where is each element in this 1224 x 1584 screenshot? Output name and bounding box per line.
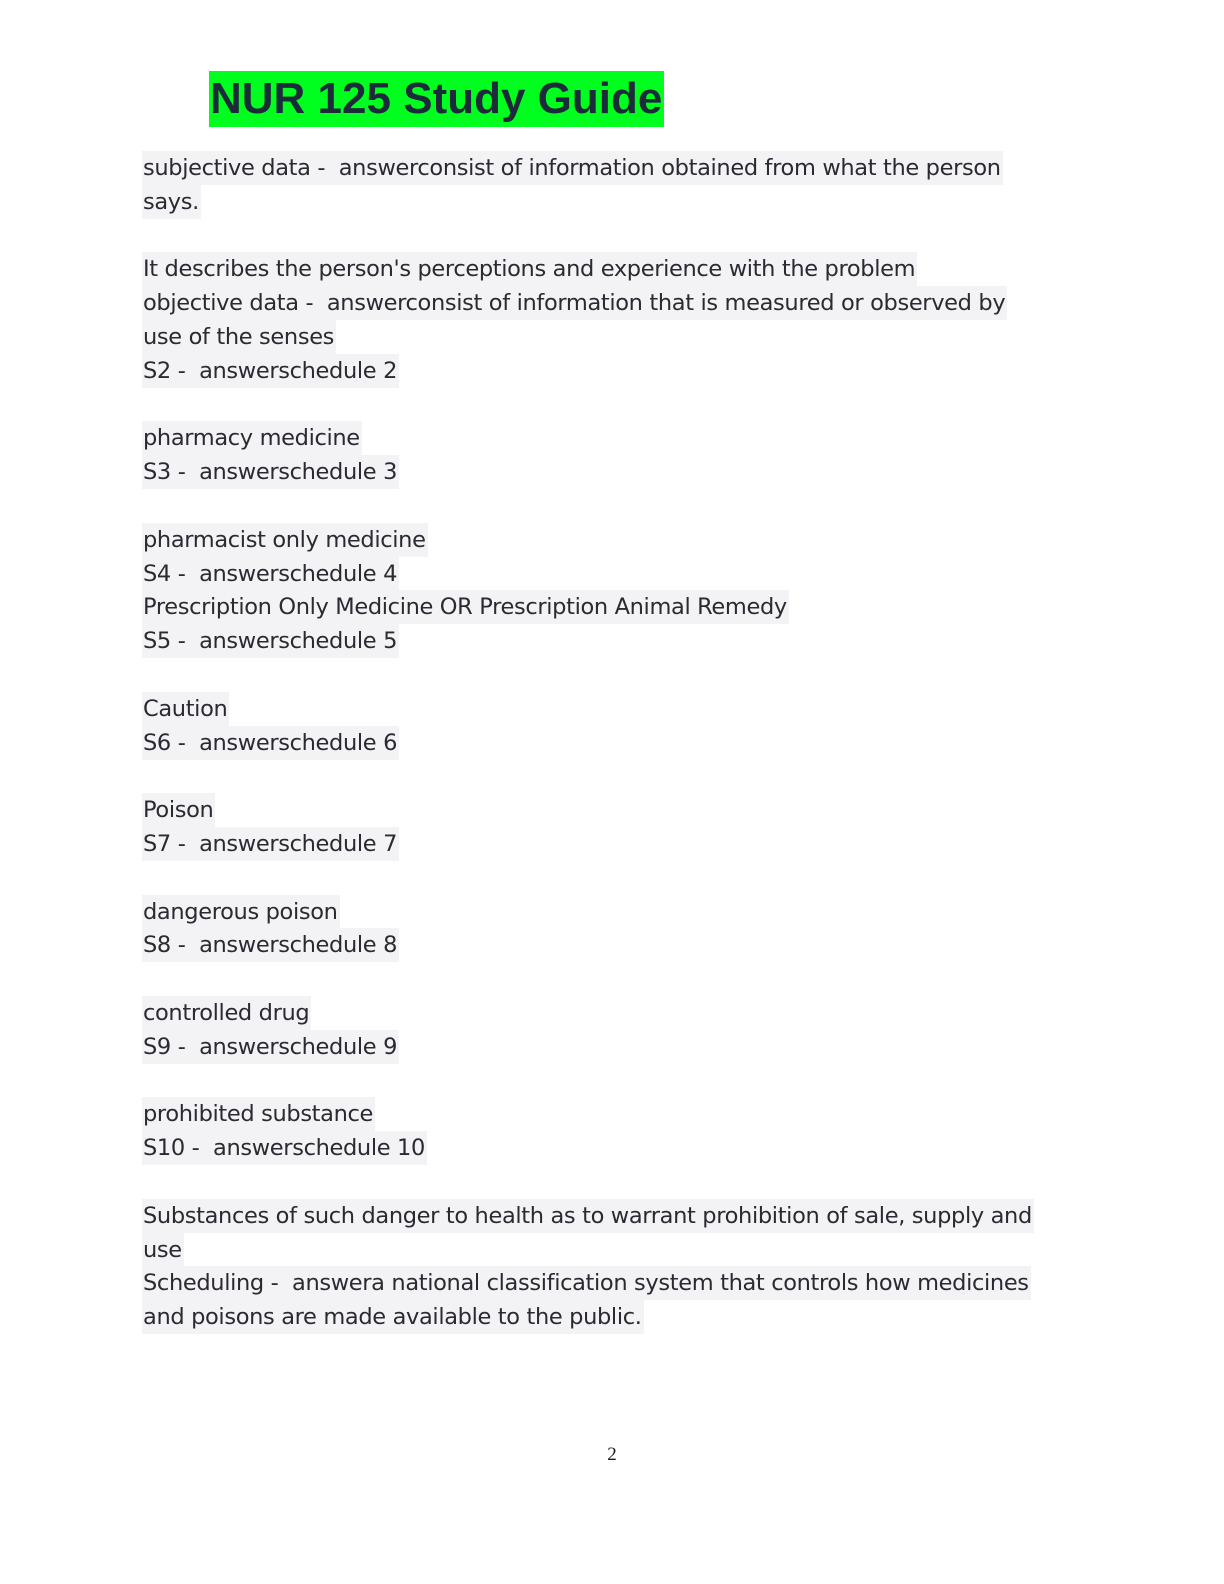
text-line: Poison bbox=[142, 794, 1062, 828]
text-line: Prescription Only Medicine OR Prescription Animal Remedy bbox=[142, 591, 1062, 625]
text-line: use bbox=[142, 1234, 1062, 1268]
text-line: S2 - answerschedule 2 bbox=[142, 355, 1062, 389]
text-line: says. bbox=[142, 186, 1062, 220]
text-line: Scheduling - answera national classification system that controls how medicines bbox=[142, 1267, 1062, 1301]
text-line: S4 - answerschedule 4 bbox=[142, 558, 1062, 592]
text-line: S7 - answerschedule 7 bbox=[142, 828, 1062, 862]
blank-line bbox=[142, 1166, 1062, 1200]
text-line: objective data - answerconsist of information that is measured or observed by bbox=[142, 287, 1062, 321]
text-line: dangerous poison bbox=[142, 896, 1062, 930]
blank-line bbox=[142, 760, 1062, 794]
text-line: S5 - answerschedule 5 bbox=[142, 625, 1062, 659]
text-line: S6 - answerschedule 6 bbox=[142, 727, 1062, 761]
text-line: subjective data - answerconsist of information obtained from what the person bbox=[142, 152, 1062, 186]
text-line: S9 - answerschedule 9 bbox=[142, 1031, 1062, 1065]
text-line: S3 - answerschedule 3 bbox=[142, 456, 1062, 490]
blank-line bbox=[142, 490, 1062, 524]
text-line: S10 - answerschedule 10 bbox=[142, 1132, 1062, 1166]
blank-line bbox=[142, 1065, 1062, 1099]
text-line: and poisons are made available to the public. bbox=[142, 1301, 1062, 1335]
page-number: 2 bbox=[607, 1444, 617, 1465]
text-line: pharmacist only medicine bbox=[142, 524, 1062, 558]
document-title: NUR 125 Study Guide bbox=[209, 71, 664, 127]
blank-line bbox=[142, 862, 1062, 896]
text-line: Caution bbox=[142, 693, 1062, 727]
text-line: It describes the person's perceptions and experience with the problem bbox=[142, 253, 1062, 287]
blank-line bbox=[142, 659, 1062, 693]
text-line: controlled drug bbox=[142, 997, 1062, 1031]
document-body bbox=[142, 152, 1062, 1335]
blank-line bbox=[142, 389, 1062, 423]
text-line: Substances of such danger to health as to warrant prohibition of sale, supply and bbox=[142, 1200, 1062, 1234]
text-line: S8 - answerschedule 8 bbox=[142, 929, 1062, 963]
text-line: prohibited substance bbox=[142, 1098, 1062, 1132]
text-line: pharmacy medicine bbox=[142, 422, 1062, 456]
text-line: use of the senses bbox=[142, 321, 1062, 355]
blank-line bbox=[142, 220, 1062, 254]
blank-line bbox=[142, 963, 1062, 997]
